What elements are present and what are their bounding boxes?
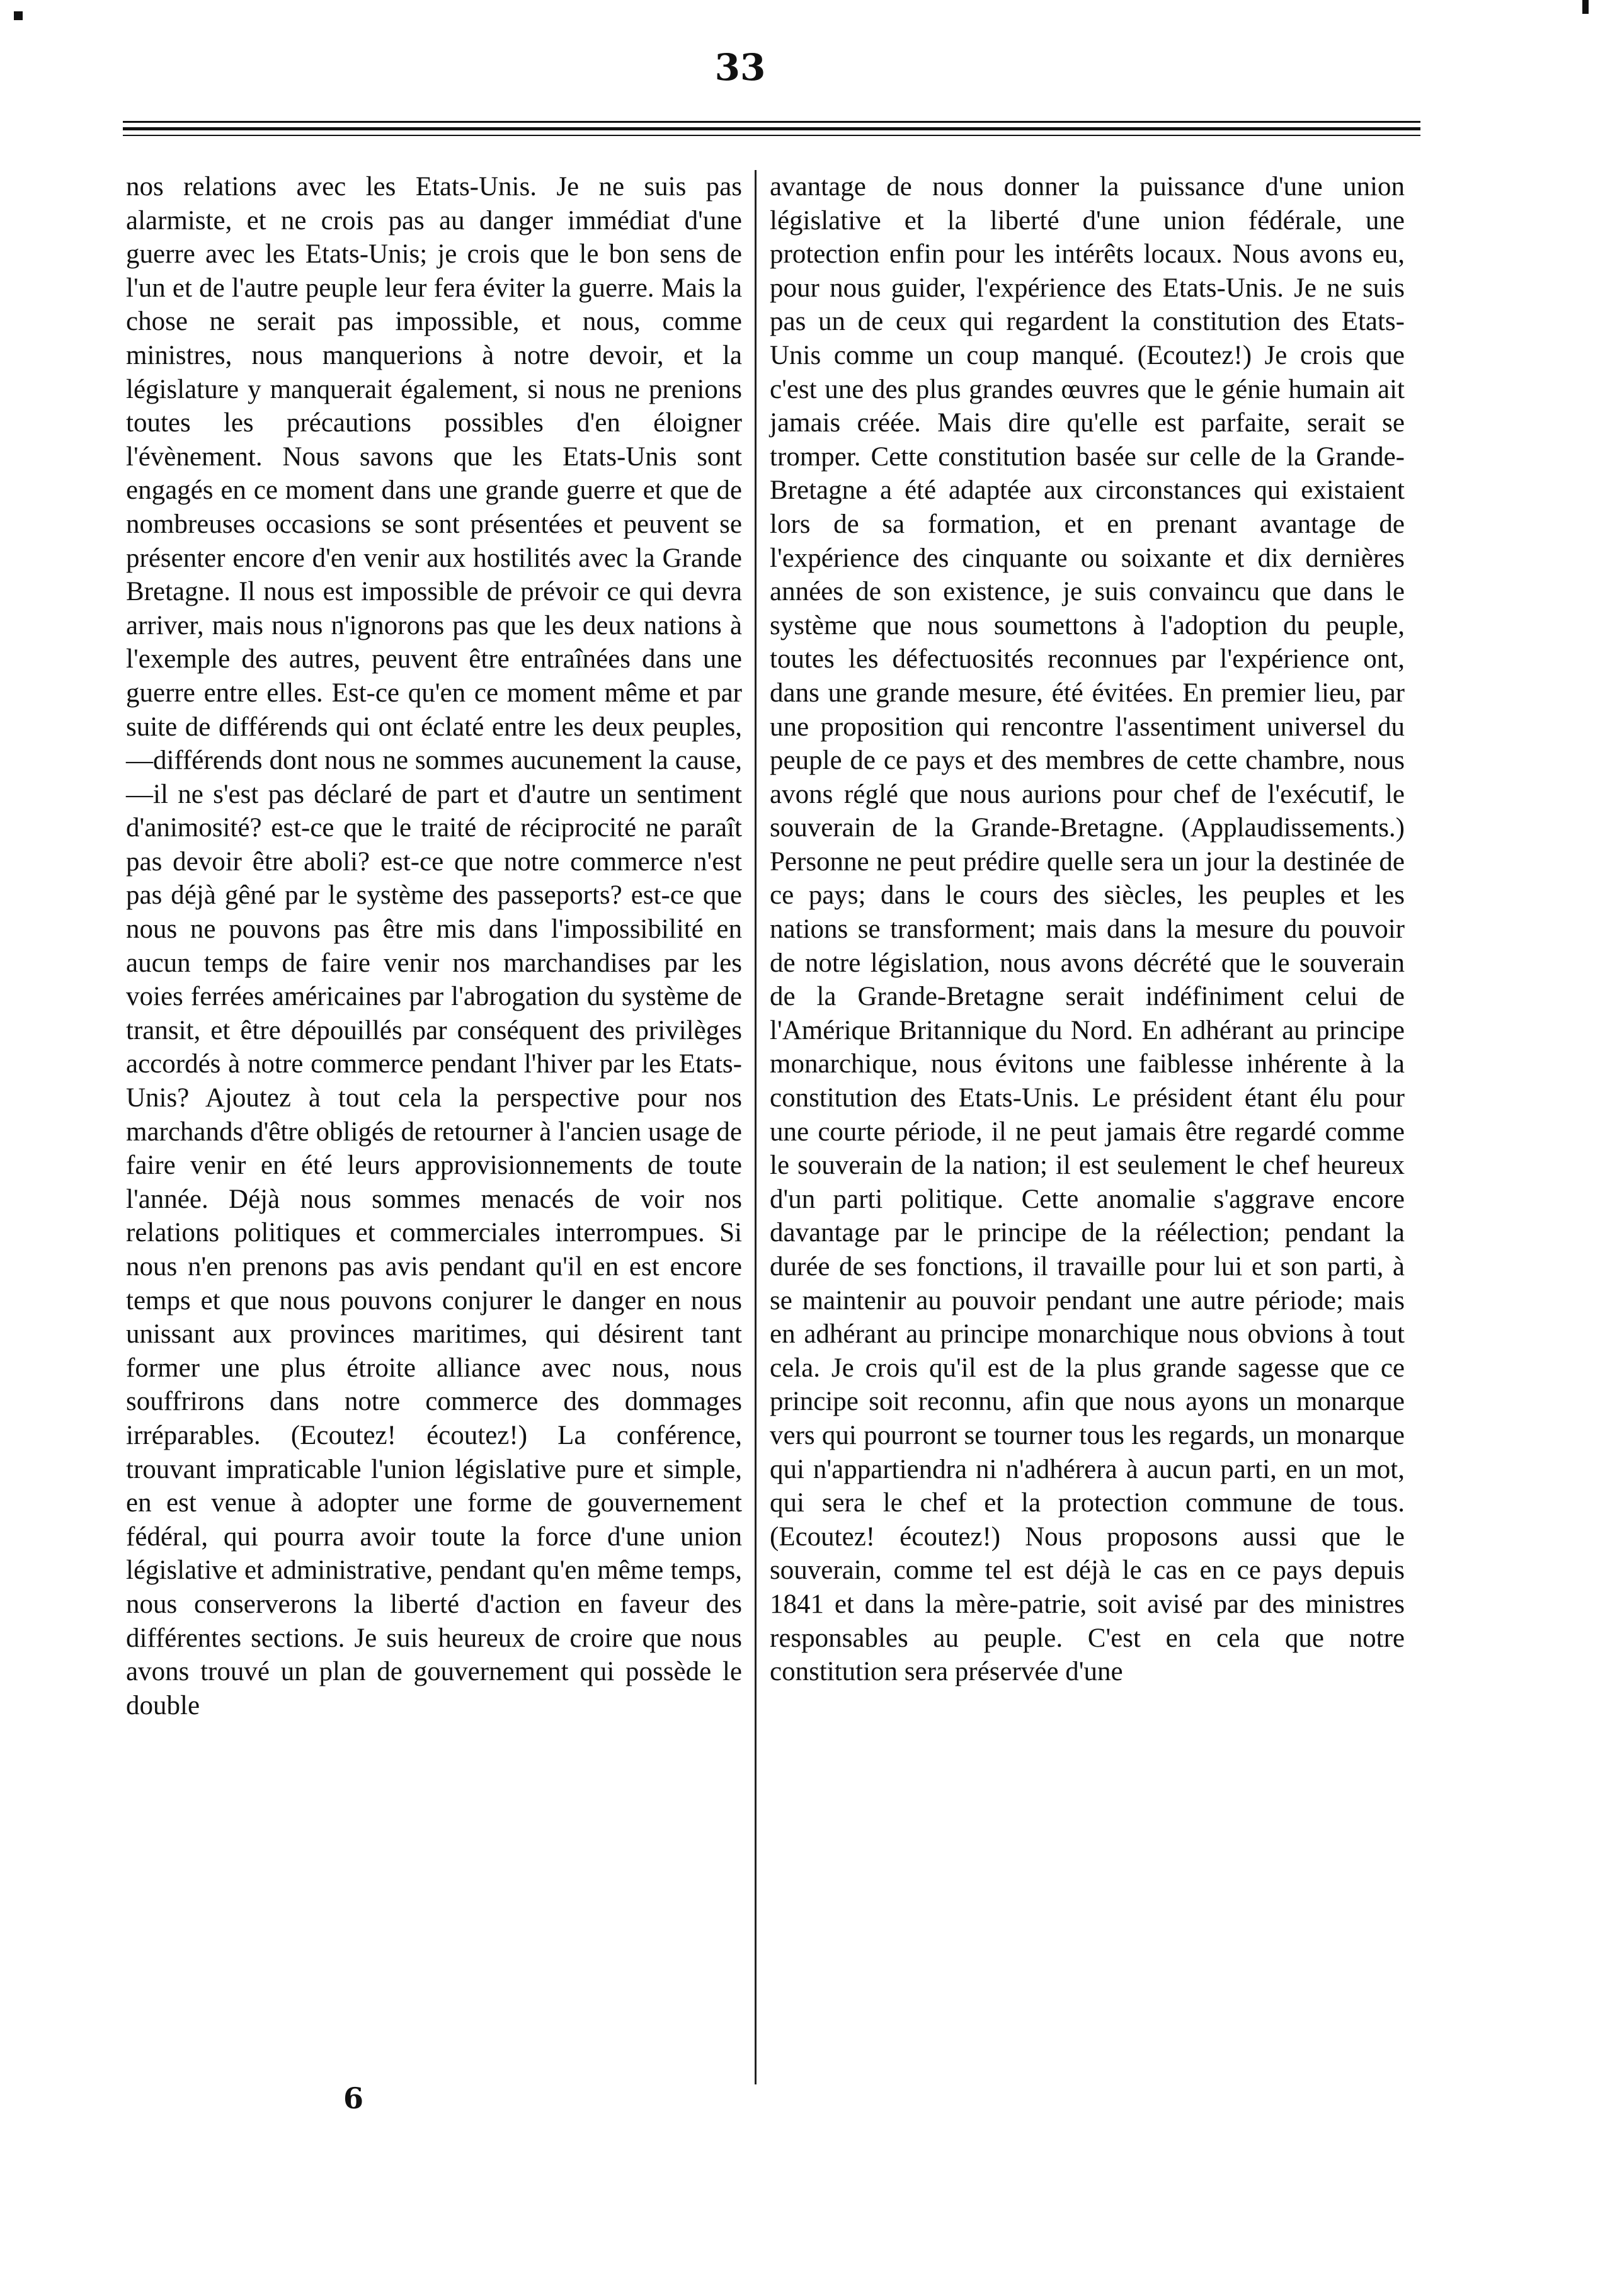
- scan-edge-mark: [1582, 0, 1589, 14]
- left-column-paragraph: nos relations avec les Etats-Unis. Je ne suis pas alarmiste, et ne crois pas au danger immédiat d'une guerre avec les Etats-Unis; je crois que le bon sens de l'un et de l'autre peuple leur fera éviter la guerre. Mais la chose ne serait pas impossible, et nous, comme ministres, nous manquerions à notre devoir, et la législature y manquerait également, si nous ne prenions toutes les précautions possibles d'en éloigner l'évènement. Nous savons que les Etats-Unis sont engagés en ce moment dans une grande guerre et que de nombreuses occasions se sont présentées et peuvent se présenter encore d'en venir aux hostilités avec la Grande Bretagne. Il nous est impossible de prévoir ce qui devra arriver, mais nous n'ignorons pas que les deux nations à l'exemple des autres, peuvent être entraînées dans une guerre entre elles. Est-ce qu'en ce moment même et par suite de différends qui ont éclaté entre les deux peuples,—différends dont nous ne sommes aucunement la cause,—il ne s'est pas déclaré de part et d'autre un sentiment d'animosité? est-ce que le traité de réciprocité ne paraît pas devoir être aboli? est-ce que notre commerce n'est pas déjà gêné par le système des passeports? est-ce que nous ne pouvons pas être mis dans l'impossibilité en aucun temps de faire venir nos marchandises par les voies ferrées américaines par l'abrogation du système de transit, et être dépouillés par conséquent des privilèges accordés à notre commerce pendant l'hiver par les Etats-Unis? Ajoutez à tout cela la perspective pour nos marchands d'être obligés de retourner à l'ancien usage de faire venir en été leurs approvisionnements de toute l'année. Déjà nous sommes menacés de voir nos relations politiques et commerciales interrompues. Si nous n'en prenons pas avis pendant qu'il en est encore temps et que nous pouvons conjurer le danger en nous unissant aux provinces maritimes, qui désirent tant former une plus étroite alliance avec nous, nous souffrirons dans notre commerce des dommages irréparables. (Ecoutez! écoutez!) La conférence, trouvant impraticable l'union législative pure et simple, en est venue à adopter une forme de gouvernement fédéral, qui pourra avoir toute la force d'une union législative et administrative, pendant qu'en même temps, nous conserverons la liberté d'action en faveur des différentes sections. Je suis heureux de croire que nous avons trouvé un plan de gouvernement qui possède le double: [126, 172, 742, 1720]
- signature-mark: 6: [343, 2081, 364, 2115]
- scan-speck-mark: [14, 11, 23, 20]
- header-rule-thick: [123, 127, 1420, 130]
- column-divider: [755, 170, 757, 2084]
- page-number: 33: [714, 46, 766, 89]
- right-column-paragraph: avantage de nous donner la puissance d'une union législative et la liberté d'une union fédérale, une protection enfin pour les intérêts locaux. Nous avons eu, pour nous guider, l'expérience des Etats-Unis. Je ne suis pas un de ceux qui regardent la constitution des Etats-Unis comme un coup manqué. (Ecoutez!) Je crois que c'est une des plus grandes œuvres que le génie humain ait jamais créée. Mais dire qu'elle est parfaite, serait se tromper. Cette constitution basée sur celle de la Grande-Bretagne a été adaptée aux circonstances qui existaient lors de sa formation, et en prenant avantage de l'expérience des cinquante ou soixante et dix dernières années de son existence, je suis convaincu que dans le système que nous soumettons à l'adoption du peuple, toutes les défectuosités reconnues par l'expérience ont, dans une grande mesure, été évitées. En premier lieu, par une proposition qui rencontre l'assentiment universel du peuple de ce pays et des membres de cette chambre, nous avons réglé que nous aurions pour chef de l'exécutif, le souverain de la Grande-Bretagne. (Applaudissements.) Personne ne peut prédire quelle sera un jour la destinée de ce pays; dans le cours des siècles, les peuples et les nations se transforment; mais dans la mesure du pouvoir de notre législation, nous avons décrété que le souverain de la Grande-Bretagne serait indéfiniment celui de l'Amérique Britannique du Nord. En adhérant au principe monarchique, nous évitons une faiblesse inhérente à la constitution des Etats-Unis. Le président étant élu pour une courte période, il ne peut jamais être regardé comme le souverain de la nation; il est seulement le chef heureux d'un parti politique. Cette anomalie s'aggrave encore davantage par le principe de la réélection; pendant la durée de ses fonctions, il travaille pour lui et son parti, à se maintenir au pouvoir pendant une autre période; mais en adhérant au principe monarchique nous obvions à tout cela. Je crois qu'il est de la plus grande sagesse que ce principe soit reconnu, afin que nous ayons un monarque vers qui pourront se tourner tous les regards, un monarque qui n'appartiendra ni n'adhérera à aucun parti, en un mot, qui sera le chef et la protection commune de tous. (Ecoutez! écoutez!) Nous proposons aussi que le souverain, comme tel est déjà le cas en ce pays depuis 1841 et dans la mère-patrie, soit avisé par des ministres responsables au peuple. C'est en cela que notre constitution sera préservée d'une: [770, 172, 1405, 1687]
- left-text-column: [126, 170, 742, 1722]
- right-text-column: [770, 170, 1405, 1689]
- header-rule-thin: [123, 121, 1420, 123]
- header-rule-hair: [123, 135, 1420, 136]
